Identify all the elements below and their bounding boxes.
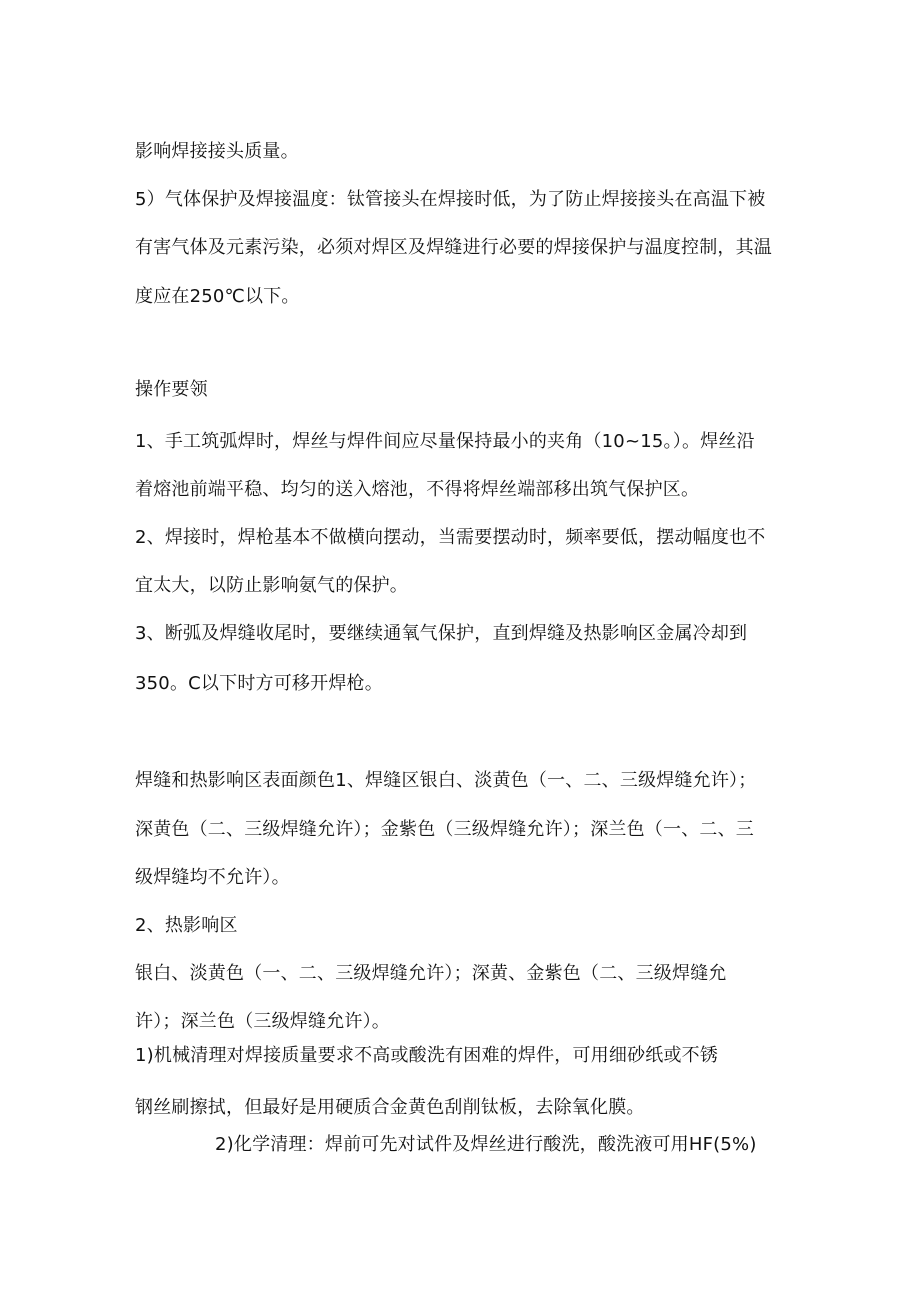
paragraph-line: 着熔池前端平稳、均匀的送入熔池，不得将焊丝端部移出筑气保护区。 [135, 479, 700, 500]
paragraph-line: 级焊缝均不允许）。 [135, 867, 290, 888]
paragraph-line: 350。C以下时方可移开焊枪。 [135, 673, 383, 694]
paragraph-line: 银白、淡黄色（一、二、三级焊缝允许）；深黄、金紫色（二、三级焊缝允 [135, 963, 727, 984]
paragraph-line: 2)化学清理：焊前可先对试件及焊丝进行酸洗，酸洗液可用HF(5%) [215, 1134, 757, 1155]
paragraph-line: 5）气体保护及焊接温度：钛管接头在焊接时低，为了防止焊接接头在高温下被 [135, 189, 766, 210]
paragraph-line: 影响焊接接头质量。 [135, 141, 299, 162]
paragraph-line: 2、焊接时，焊枪基本不做横向摆动，当需要摆动时，频率要低，摆动幅度也不 [135, 527, 766, 548]
paragraph-line: 深黄色（二、三级焊缝允许）；金紫色（三级焊缝允许）；深兰色（一、二、三 [135, 819, 754, 840]
paragraph-line: 宜太大，以防止影响氨气的保护。 [135, 575, 408, 596]
paragraph-line: 焊缝和热影响区表面颜色1、焊缝区银白、淡黄色（一、二、三级焊缝允许）； [135, 770, 757, 791]
paragraph-line: 2、热影响区 [135, 915, 238, 936]
paragraph-line: 许）；深兰色（三级焊缝允许）。 [135, 1011, 390, 1032]
paragraph-line: 有害气体及元素污染，必须对焊区及焊缝进行必要的焊接保护与温度控制，其温 [135, 237, 772, 258]
paragraph-line: 3、断弧及焊缝收尾时，要继续通氧气保护，直到焊缝及热影响区金属冷却到 [135, 623, 748, 644]
paragraph-line: 钢丝刷擦拭，但最好是用硬质合金黄色刮削钛板，去除氧化膜。 [135, 1097, 645, 1118]
paragraph-line: 1、手工筑弧焊时，焊丝与焊件间应尽量保持最小的夹角（10~15。）。焊丝沿 [135, 431, 755, 452]
paragraph-line: 度应在250℃以下。 [135, 286, 300, 307]
paragraph-line: 1)机械清理对焊接质量要求不高或酸洗有困难的焊件，可用细砂纸或不锈 [135, 1045, 719, 1066]
section-heading: 操作要领 [135, 379, 208, 400]
